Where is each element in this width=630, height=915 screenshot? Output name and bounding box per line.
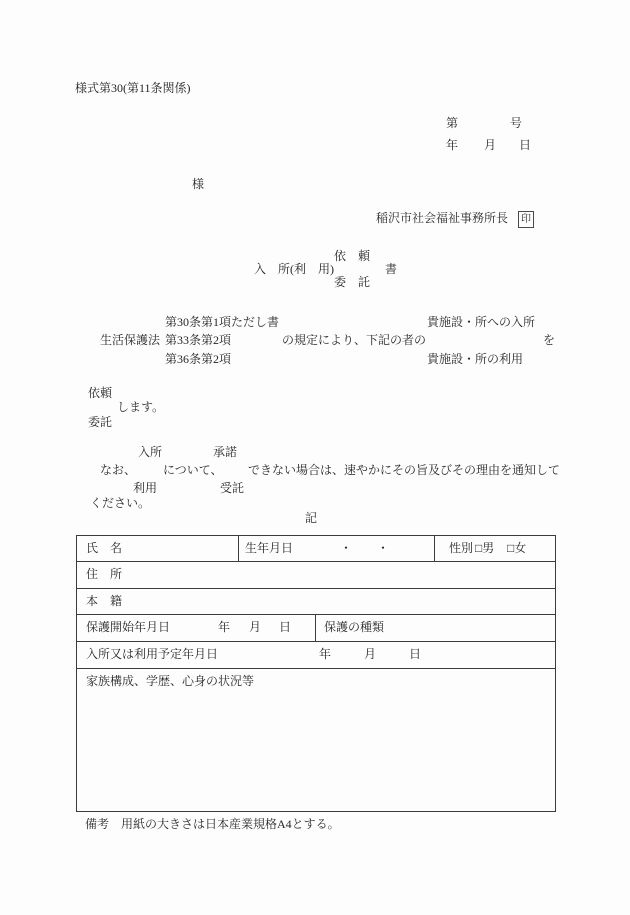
request-verb: します。 (117, 400, 165, 414)
title-stack-bottom: 委 託 (334, 275, 371, 289)
planned-year-label: 年 (319, 647, 332, 662)
protection-day-label: 日 (279, 620, 292, 635)
protection-start-cell (77, 615, 315, 641)
addressee-suffix: 様 (192, 177, 205, 191)
registry-label: 本 籍 (86, 593, 123, 608)
name-label: 氏 名 (86, 540, 123, 555)
gender-male-label: 男 (482, 540, 495, 555)
law-item-3: 第36条第2項 (165, 352, 232, 366)
note-line-a: なお、 (100, 463, 137, 477)
note-stack1-bottom: 利用 (133, 481, 158, 495)
gender-label: 性別 (449, 540, 474, 555)
address-label: 住 所 (86, 567, 123, 582)
protection-type-cell (315, 615, 557, 641)
law-prefix: 生活保護法 (100, 333, 161, 347)
protection-type-label: 保護の種類 (324, 620, 385, 635)
law-middle: の規定により、下記の者の (282, 333, 427, 347)
note-stack2-top: 承諾 (213, 445, 238, 459)
table-row-address (77, 561, 555, 588)
title-stack-top: 依 頼 (334, 249, 371, 263)
request-stack-bottom: 委託 (88, 415, 113, 429)
planned-date-cell (77, 642, 557, 668)
address-cell (77, 562, 557, 588)
gender-female-option (507, 542, 526, 556)
biko-label: 備考 (85, 817, 110, 831)
title-right: 書 (385, 262, 398, 276)
birthdate-dot-1: ・ (340, 540, 353, 555)
law-item-2: 第33条第2項 (165, 333, 232, 347)
date-year-label: 年 (446, 138, 459, 152)
note-stack1-top: 入所 (138, 445, 163, 459)
biko-text: 用紙の大きさは日本産業規格A4とする。 (121, 817, 340, 831)
applicant-table (76, 535, 556, 812)
note-line-b: について、 (163, 463, 223, 477)
issuer-title: 稲沢市社会福祉事務所長 (376, 211, 509, 225)
planned-month-label: 月 (364, 647, 377, 662)
table-row-registry (77, 588, 555, 614)
registry-cell (77, 589, 557, 614)
table-row-protection (77, 614, 555, 641)
table-row-name (77, 536, 555, 561)
family-cell (77, 669, 557, 813)
name-cell (77, 536, 238, 561)
table-row-family (77, 668, 555, 813)
gender-cell (434, 536, 557, 561)
date-day-label: 日 (519, 138, 532, 152)
seal-label: 印 (521, 214, 531, 225)
protection-month-label: 月 (249, 620, 262, 635)
law-suffix: を (543, 333, 556, 347)
planned-date-label: 入所又は利用予定年月日 (86, 647, 219, 662)
law-option-bottom: 貴施設・所の利用 (427, 352, 524, 366)
law-item-1: 第30条第1項ただし書 (165, 315, 280, 329)
checkbox-male-icon: □ (475, 540, 483, 555)
doc-number-suffix: 号 (510, 116, 523, 130)
law-option-top: 貴施設・所への入所 (427, 315, 536, 329)
protection-year-label: 年 (218, 620, 231, 635)
seal-placeholder-icon (518, 211, 534, 228)
birthdate-dot-2: ・ (377, 540, 390, 555)
note-line-c: できない場合は、速やかにその旨及びその理由を通知して (248, 463, 561, 477)
protection-start-label: 保護開始年月日 (86, 620, 171, 635)
ki-heading: 記 (305, 511, 318, 525)
note-line-end: ください。 (90, 496, 151, 510)
title-left: 入 所(利 用) (254, 262, 334, 276)
request-stack-top: 依頼 (88, 386, 113, 400)
doc-number-prefix: 第 (446, 116, 459, 130)
form-number: 様式第30(第11条関係) (75, 81, 191, 95)
gender-female-label: 女 (514, 540, 527, 555)
checkbox-female-icon: □ (507, 540, 515, 555)
birthdate-cell (238, 536, 434, 561)
table-row-planned-date (77, 641, 555, 668)
gender-male-option (475, 542, 494, 556)
note-stack2-bottom: 受託 (220, 481, 245, 495)
date-month-label: 月 (484, 138, 497, 152)
birthdate-label: 生年月日 (245, 540, 294, 555)
planned-day-label: 日 (409, 647, 422, 662)
family-label: 家族構成、学歴、心身の状況等 (86, 674, 255, 688)
